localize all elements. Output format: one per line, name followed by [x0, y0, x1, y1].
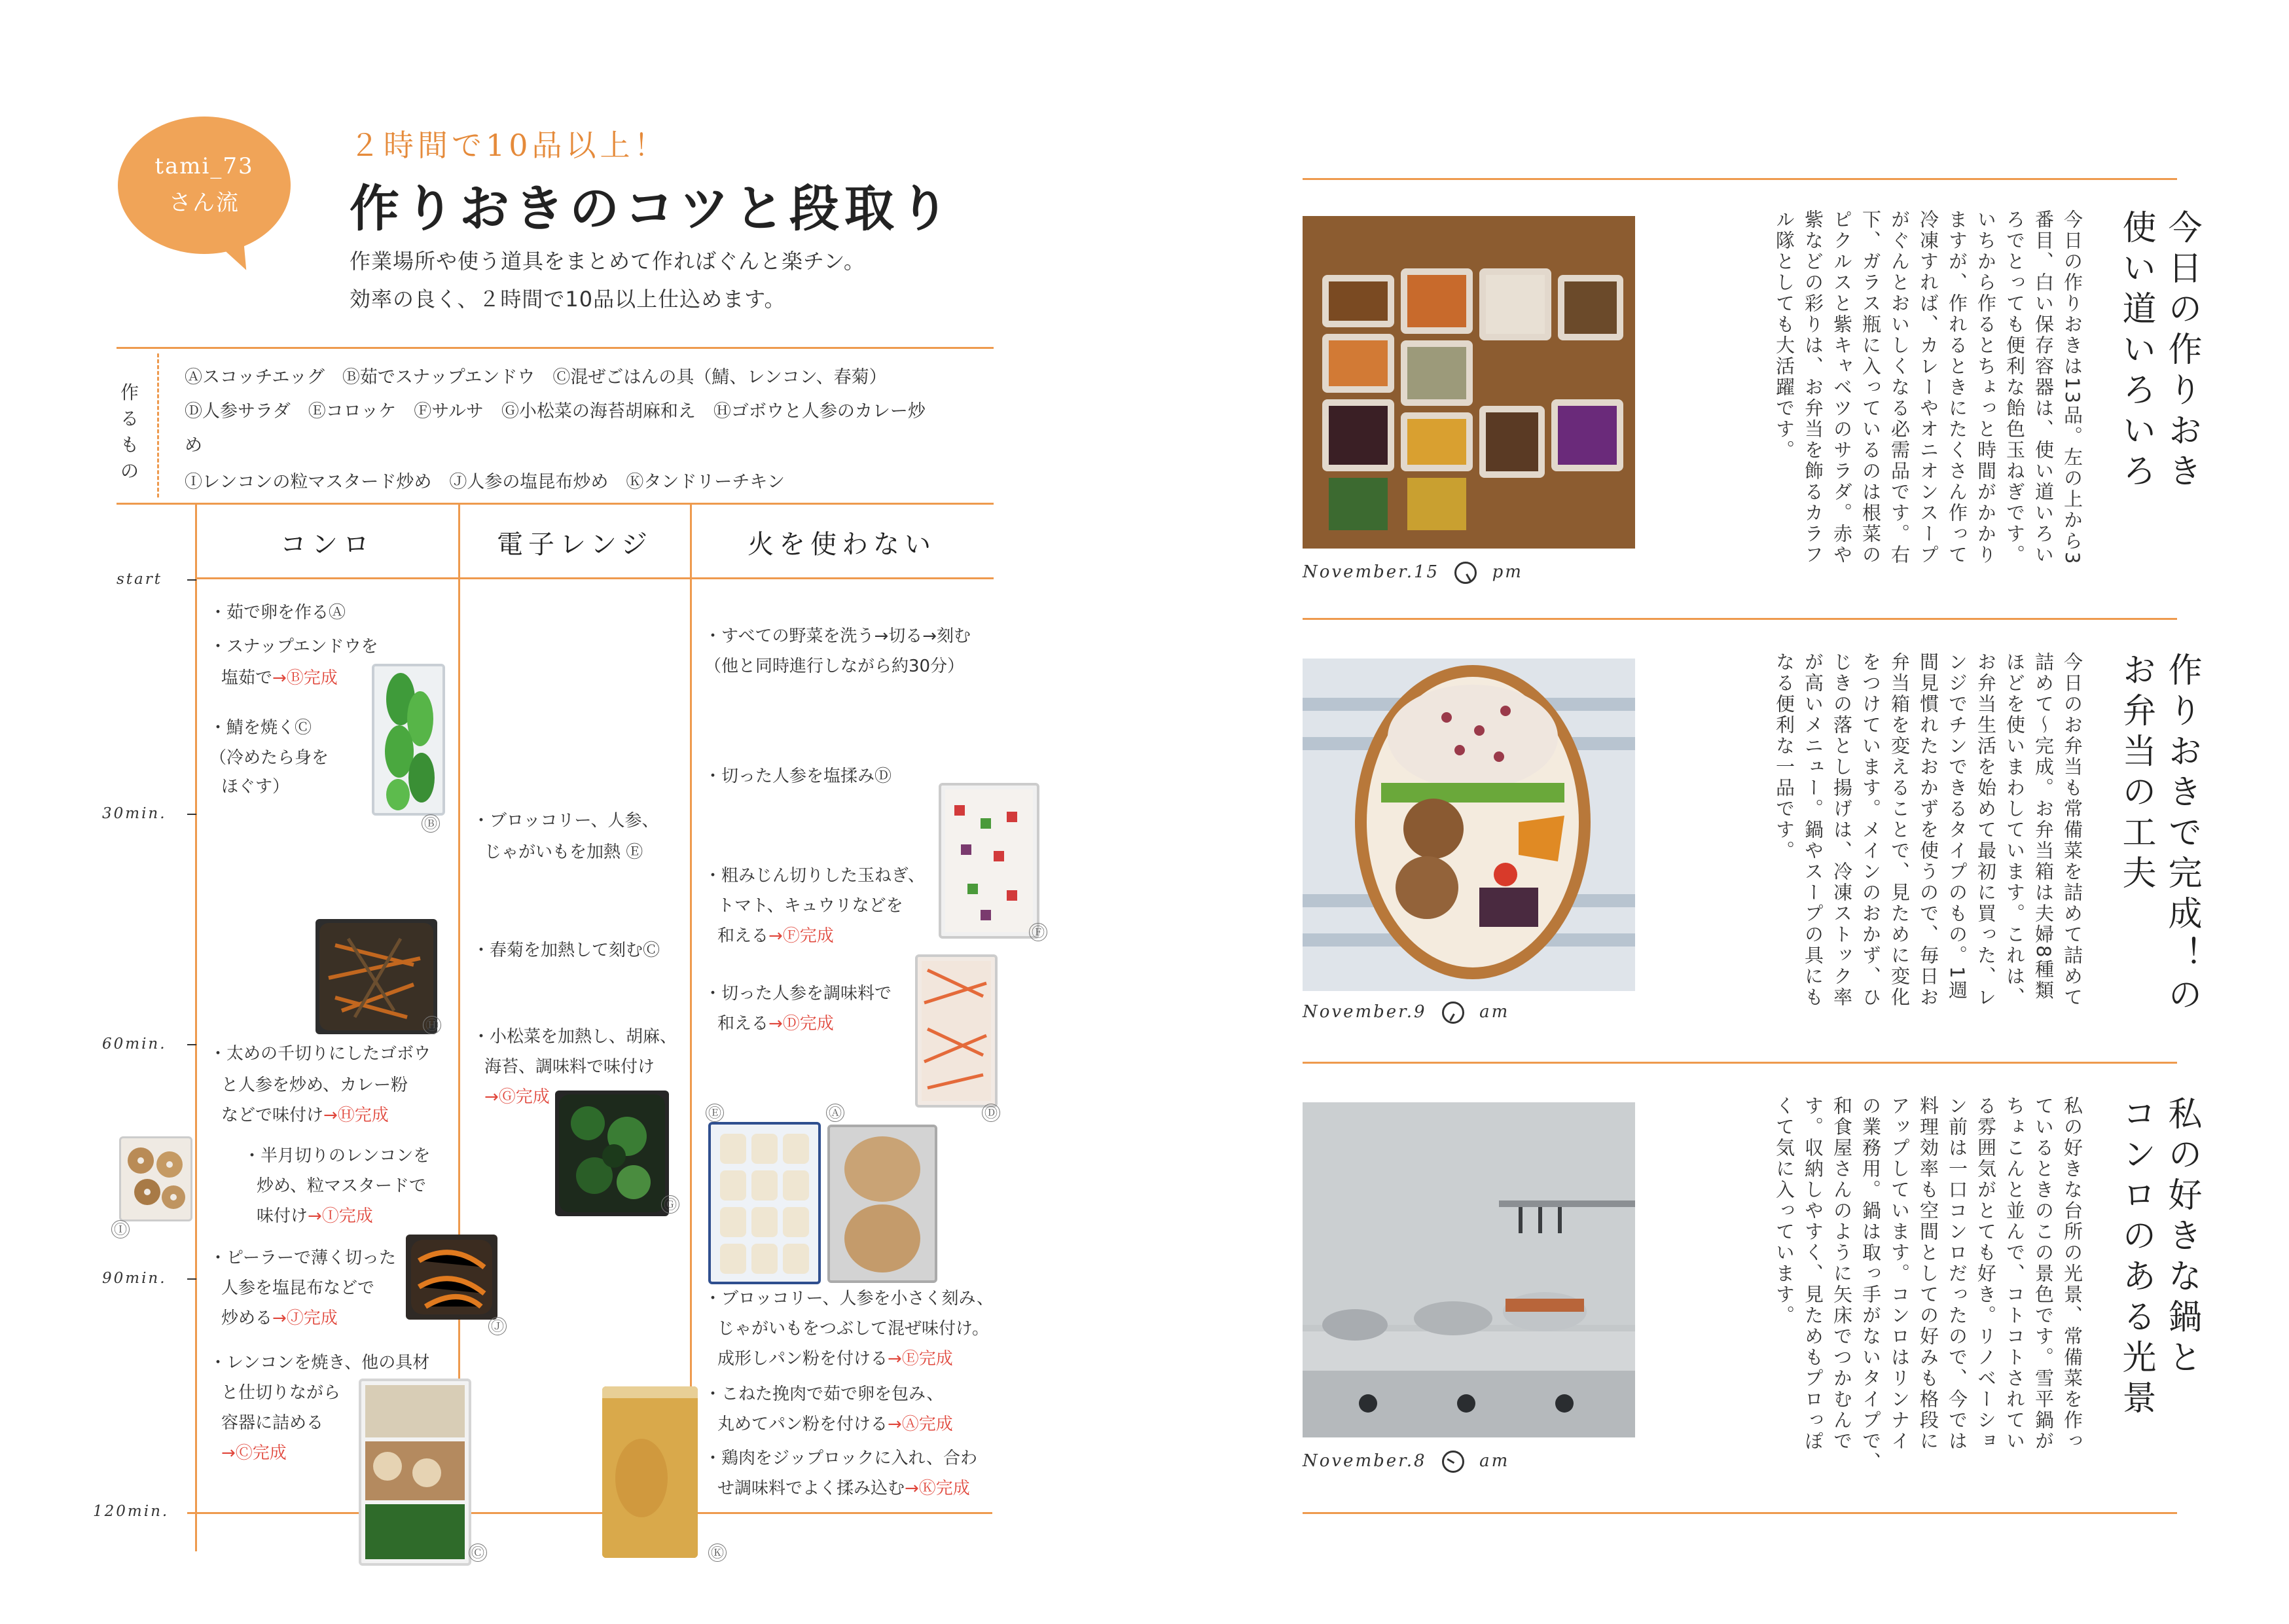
section-3-title: [2113, 1096, 2205, 1489]
caption-date-1: November.15: [1303, 562, 1440, 582]
photo-komatsuna: [555, 1091, 669, 1216]
nofire-step-7a: ・鶏肉をジップロックに入れ、合わ: [704, 1449, 978, 1468]
photo-carrot-kombu: [406, 1235, 497, 1320]
section-1-body-line: 冷凍すれば、カレーやオニオンスープ: [1917, 209, 1939, 566]
section-3-body-line: 私の好きな台所の光景、常備菜を作っ: [2061, 1096, 2083, 1452]
stove-step-7a: ・レンコンを焼き、他の具材: [209, 1353, 430, 1373]
section-1-body-line: 下、ガラス瓶に入っているのは根菜の: [1860, 209, 1882, 566]
divider-top: [117, 347, 994, 349]
caption-section-3: [1303, 1451, 1509, 1473]
stove-step-1: ・茹で卵を作るⒶ: [209, 603, 346, 623]
section-3-body-line: 和食屋さんのように矢床でつかむんで: [1831, 1096, 1853, 1452]
carrot-kombu-image: [406, 1235, 497, 1320]
nofire-step-3c: 和える→Ⓕ完成: [717, 926, 834, 946]
photo-tandoori-bag: [602, 1386, 698, 1558]
nofire-step-1b: （他と同時進行しながら約30分）: [704, 657, 965, 676]
komatsuna-image: [555, 1091, 669, 1216]
photo-label-j: Ⓙ: [488, 1317, 507, 1335]
snap-peas-image: [374, 666, 442, 813]
gobo-image: [315, 919, 437, 1034]
croquette-image: [711, 1125, 818, 1282]
right-divider-3: [1303, 1062, 2177, 1064]
page-title: 作りおきのコツと段取り: [350, 179, 954, 238]
nofire-step-6b: 丸めてパン粉を付ける→Ⓐ完成: [717, 1415, 953, 1434]
col-header-stove: コンロ: [280, 530, 374, 560]
section-2-body-line: ンジでチンできるタイプのもの。1週: [1946, 652, 1968, 1001]
section-3-body-line: くて気に入っています。: [1773, 1096, 1795, 1326]
divider-table-top: [117, 503, 994, 505]
photo-carrot-salad: [915, 954, 998, 1108]
dishes-line-1: Ⓐスコッチエッグ Ⓑ茹でスナップエンドウ Ⓒ混ぜごはんの具（鯖、レンコン、春菊）: [185, 367, 887, 388]
nofire-step-5a: ・ブロッコリー、人参を小さく刻み、: [704, 1289, 994, 1308]
scotch-egg-image: [830, 1127, 935, 1280]
stove-step-2a: ・スナップエンドウを: [209, 637, 378, 657]
time-30: 30min.: [102, 805, 167, 822]
photo-lotus-root: [119, 1136, 192, 1221]
photo-salsa: [939, 783, 1039, 939]
photo-label-f: Ⓕ: [1029, 923, 1047, 941]
caption-section-2: [1303, 1001, 1509, 1024]
stove-step-4a: ・太めの千切りにしたゴボウ: [209, 1044, 431, 1064]
section-2-title: [2113, 652, 2205, 1045]
section-3-body-line: ン前は一口コンロだったので、今では: [1946, 1096, 1968, 1452]
dishes-line-3: め: [185, 435, 202, 456]
nofire-step-2: ・切った人参を塩揉みⒹ: [704, 767, 892, 786]
section-3-body-line: の業務用。鍋は取っ手がないタイプで、: [1860, 1096, 1882, 1473]
stove-step-5c: 味付け→Ⓘ完成: [257, 1206, 373, 1226]
col-header-microwave: 電子レンジ: [497, 530, 653, 560]
stove-step-7b: と仕切りながら: [221, 1383, 341, 1403]
photo-mixed-rice: [359, 1379, 471, 1566]
dishes-label: 作るもの: [120, 382, 139, 482]
badge-suffix: さん流: [169, 190, 240, 216]
section-2-body-line: 詰めて～完成。お弁当箱は夫婦8種類: [2032, 652, 2055, 1001]
dishes-line-2: Ⓓ人参サラダ Ⓔコロッケ Ⓕサルサ Ⓖ小松菜の海苔胡麻和え Ⓗゴボウと人参のカレー炒: [185, 401, 926, 422]
storage-containers-image: [1303, 216, 1635, 549]
section-2-body-line: なる便利な一品です。: [1773, 652, 1795, 861]
dishes-divider: [157, 353, 159, 497]
micro-step-3b: 海苔、調味料で味付け: [484, 1057, 655, 1077]
photo-section-3: [1303, 1102, 1635, 1437]
section-3-body-line: る雰囲気がとても好き。リノベーショ: [1975, 1096, 1997, 1452]
section-2-body-line: 弁当箱を変えることで、見ために変化: [1888, 652, 1911, 1008]
right-divider-4: [1303, 1512, 2177, 1514]
salsa-image: [941, 785, 1037, 936]
page-subtitle: ２時間で10品以上！: [350, 128, 668, 163]
section-3-body: [1668, 1096, 2087, 1489]
col-header-nofire: 火を使わない: [748, 530, 936, 560]
section-2-title-b: お弁当の工夫: [2116, 652, 2155, 895]
nofire-step-1a: ・すべての野菜を洗う→切る→刻む: [704, 626, 971, 646]
nofire-step-7b: せ調味料でよく揉み込む→Ⓚ完成: [717, 1479, 970, 1498]
bento-box-image: [1303, 659, 1635, 991]
stove-step-7c: 容器に詰める: [221, 1413, 324, 1433]
section-1-body-line: 番目、白い保存容器は、使い道いろい: [2032, 209, 2055, 566]
badge-author: tami_73: [154, 153, 254, 179]
stove-step-6c: 炒める→Ⓙ完成: [221, 1308, 338, 1328]
right-divider-1: [1303, 178, 2177, 180]
section-1-body-line: ピクルスと紫キャベツのサラダ。赤や: [1831, 209, 1853, 566]
photo-section-1: [1303, 216, 1635, 549]
dishes-line-4: Ⓘレンコンの粒マスタード炒め Ⓙ人参の塩昆布炒め Ⓚタンドリーチキン: [185, 472, 785, 492]
nofire-step-6a: ・こねた挽肉で茹で卵を包み、: [704, 1384, 944, 1404]
caption-date-2: November.9: [1303, 1002, 1427, 1022]
caption-date-3: November.8: [1303, 1451, 1427, 1471]
micro-step-1a: ・ブロッコリー、人参、: [473, 811, 659, 831]
section-2-body-line: をつけています。メインのおかず、ひ: [1860, 652, 1882, 1008]
photo-label-k: Ⓚ: [708, 1543, 727, 1562]
photo-label-h: Ⓗ: [423, 1016, 441, 1034]
stove-step-6a: ・ピーラーで薄く切った: [209, 1248, 396, 1268]
stove-step-4b: と人参を炒め、カレー粉: [221, 1075, 408, 1095]
stove-step-3a: ・鯖を焼くⒸ: [209, 718, 312, 738]
clock-icon: [1442, 1001, 1464, 1024]
time-60: 60min.: [102, 1036, 167, 1053]
photo-label-c: Ⓒ: [469, 1543, 487, 1562]
section-2-body-line: じきの落とし揚げは、冷凍ストック率: [1831, 652, 1853, 1008]
nofire-step-3b: トマト、キュウリなどを: [717, 896, 903, 916]
section-2-body: [1668, 652, 2087, 1045]
photo-label-i: Ⓘ: [111, 1220, 130, 1238]
header-underline: [195, 577, 994, 579]
tick-90: [187, 1278, 196, 1280]
photo-croquette: [708, 1122, 821, 1284]
section-2-body-line: お弁当生活を始めて最初に買った、レ: [1975, 652, 1997, 1008]
section-1-title-b: 使い道いろいろ: [2116, 209, 2155, 494]
section-2-body-line: ほどを使いまわしています。これは、: [2004, 652, 2026, 1008]
stove-step-5b: 炒め、粒マスタードで: [257, 1176, 426, 1196]
section-1-body-line: 今日の作りおきは13品。左の上から3: [2061, 209, 2083, 566]
micro-step-1b: じゃがいもを加熱 Ⓔ: [484, 842, 643, 862]
section-3-body-line: アップしています。コンロはリンナイ: [1888, 1096, 1911, 1452]
stove-step-7d: →Ⓒ完成: [221, 1443, 287, 1463]
section-1-body-line: ル隊としても大活躍です。: [1773, 209, 1795, 461]
lead-line-2: 効率の良く、２時間で10品以上仕込めます。: [350, 287, 786, 312]
tick-start: [187, 579, 196, 581]
section-3-body-line: す。収納しやすく、見ためもプロっぽ: [1802, 1096, 1824, 1452]
section-2-body-line: が高いメニュー。鍋やスープの具にも: [1802, 652, 1824, 1008]
micro-step-2: ・春菊を加熱して刻むⒸ: [473, 941, 660, 960]
divider-120: [187, 1512, 992, 1514]
section-3-body-line: 料理効率も空間としての好みも格段に: [1917, 1096, 1939, 1452]
section-3-title-a: 私の好きな鍋と: [2162, 1096, 2201, 1380]
mixed-rice-image: [361, 1381, 469, 1563]
micro-step-3a: ・小松菜を加熱し、胡麻、: [473, 1027, 677, 1047]
badge-text: [118, 148, 291, 221]
photo-label-e: Ⓔ: [706, 1104, 724, 1122]
right-divider-2: [1303, 618, 2177, 620]
tandoori-image: [602, 1386, 698, 1558]
section-3-body-line: ているときのこの景色です。雪平鍋が: [2032, 1096, 2055, 1452]
caption-section-1: [1303, 562, 1523, 584]
nofire-step-5c: 成形しパン粉を付ける→Ⓔ完成: [717, 1349, 953, 1369]
section-1-title-a: 今日の作りおき: [2162, 209, 2201, 494]
nofire-step-4a: ・切った人参を調味料で: [704, 984, 892, 1003]
lead-line-1: 作業場所や使う道具をまとめて作ればぐんと楽チン。: [350, 249, 865, 274]
photo-label-g: Ⓖ: [661, 1195, 679, 1214]
nofire-step-3a: ・粗みじん切りした玉ねぎ、: [704, 866, 925, 886]
section-1-body-line: ろでとっても便利な飴色玉ねぎです。: [2004, 209, 2026, 566]
carrot-salad-image: [918, 957, 995, 1105]
lotus-image: [121, 1138, 190, 1219]
photo-label-d: Ⓓ: [982, 1104, 1000, 1122]
photo-label-b: Ⓑ: [422, 814, 440, 833]
kitchen-stove-image: [1303, 1102, 1635, 1437]
section-2-body-line: 間見慣れたおかずを使うので、毎日お: [1917, 652, 1939, 1008]
time-start: start: [117, 571, 162, 588]
time-120: 120min.: [93, 1503, 170, 1520]
section-1-body-line: 紫などの彩りは、お弁当を飾るカラフ: [1802, 209, 1824, 566]
caption-period-2: am: [1479, 1002, 1510, 1022]
section-3-title-b: コンロのある光景: [2116, 1096, 2155, 1420]
stove-step-3c: ほぐす）: [221, 777, 290, 797]
stove-step-4c: などで味付け→Ⓗ完成: [221, 1106, 389, 1125]
photo-scotch-egg: [827, 1125, 937, 1283]
photo-gobo-carrot: [315, 919, 437, 1034]
clock-icon: [1442, 1451, 1464, 1473]
section-3-body-line: ちょこんと並んで、コトコトされてい: [2004, 1096, 2026, 1452]
tick-30: [187, 814, 196, 815]
stove-step-2b: 塩茹で→Ⓑ完成: [221, 668, 338, 688]
section-2-body-line: 今日のお弁当も常備菜を詰めて詰めて: [2061, 652, 2083, 1008]
caption-period-3: am: [1479, 1451, 1510, 1471]
section-1-body: [1668, 209, 2087, 602]
photo-snap-peas: [372, 664, 445, 816]
col-line-1: [195, 504, 197, 1551]
nofire-step-4b: 和える→Ⓓ完成: [717, 1014, 834, 1034]
nofire-step-5b: じゃがいもをつぶして混ぜ味付け。: [717, 1319, 989, 1339]
section-1-body-line: がぐんとおいしくなる必需品です。右: [1888, 209, 1911, 566]
caption-period-1: pm: [1492, 562, 1523, 582]
photo-section-2: [1303, 659, 1635, 991]
section-1-body-line: ますが、作れるときにたくさん作って: [1946, 209, 1968, 566]
section-2-title-a: 作りおきで完成！の: [2162, 652, 2201, 1017]
stove-step-5a: ・半月切りのレンコンを: [243, 1146, 431, 1166]
time-90: 90min.: [102, 1270, 167, 1287]
photo-label-a: Ⓐ: [826, 1104, 844, 1122]
stove-step-6b: 人参を塩昆布などで: [221, 1278, 375, 1298]
micro-step-3c: →Ⓖ完成: [484, 1087, 550, 1107]
tick-60: [187, 1044, 196, 1045]
section-1-title: [2113, 209, 2205, 602]
stove-step-3b: （冷めたら身を: [209, 748, 329, 768]
clock-icon: [1454, 562, 1477, 584]
section-1-body-line: いちから作るとちょっと時間がかかり: [1975, 209, 1997, 566]
